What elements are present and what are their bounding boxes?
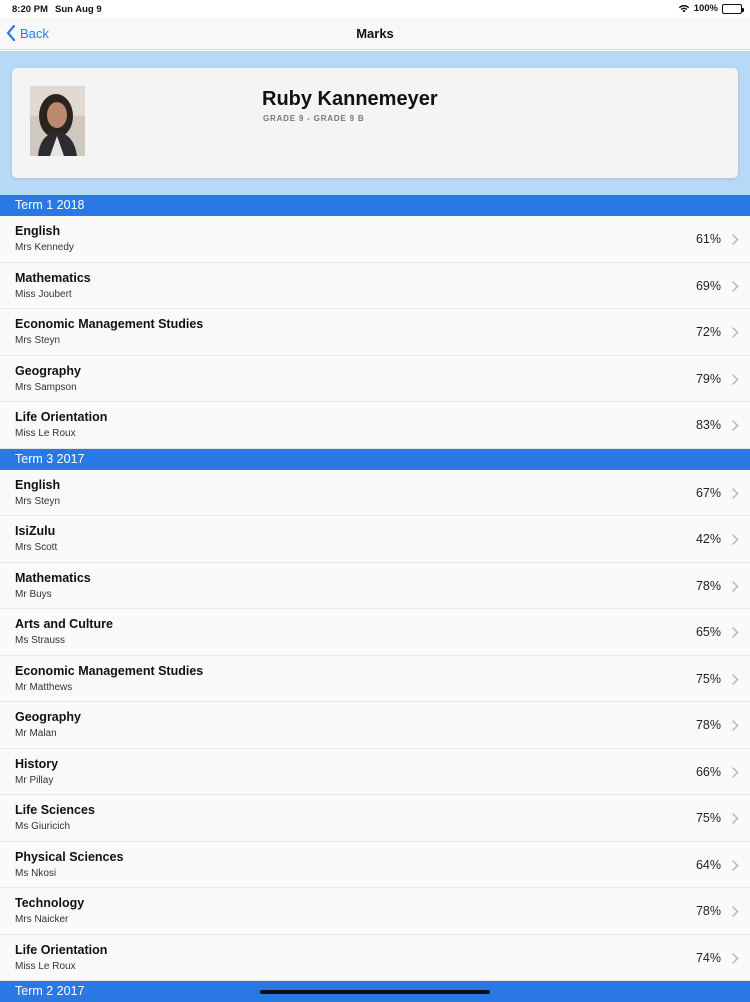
teacher-name: Mr Pillay: [15, 774, 54, 786]
section-header-term: Term 2 2017: [0, 981, 750, 1002]
subject-name: Geography: [15, 710, 81, 724]
page-title: Marks: [356, 26, 394, 41]
chevron-right-icon: [732, 720, 739, 731]
teacher-name: Mrs Steyn: [15, 495, 61, 507]
subject-name: Mathematics: [15, 270, 91, 285]
subject-mark: 79%: [695, 371, 721, 386]
subject-row[interactable]: [0, 888, 750, 935]
teacher-name: Miss Le Roux: [15, 960, 76, 972]
subject-name: Mathematics: [15, 570, 91, 585]
subject-name: History: [15, 756, 59, 771]
teacher-name: Mr Malan: [15, 728, 57, 739]
chevron-right-icon: [732, 627, 739, 638]
chevron-right-icon: [732, 281, 739, 292]
chevron-right-icon: [732, 327, 739, 338]
subject-mark: 65%: [695, 625, 721, 639]
subject-row[interactable]: [0, 563, 750, 610]
subject-row[interactable]: [0, 470, 750, 517]
chevron-right-icon: [732, 953, 739, 964]
subject-mark: 67%: [695, 485, 721, 500]
subject-name: English: [15, 224, 61, 238]
subject-mark: 69%: [695, 278, 721, 293]
status-bar: [0, 0, 750, 18]
teacher-name: Mr Matthews: [15, 681, 73, 693]
subject-row[interactable]: [0, 609, 750, 656]
subject-row[interactable]: [0, 309, 750, 356]
subject-mark: 75%: [695, 671, 721, 686]
chevron-right-icon: [732, 674, 739, 685]
subject-row[interactable]: [0, 263, 750, 310]
subject-row[interactable]: [0, 935, 750, 982]
subject-row[interactable]: [0, 516, 750, 563]
subject-mark: 61%: [695, 232, 721, 246]
subject-name: IsiZulu: [15, 524, 56, 538]
chevron-right-icon: [732, 374, 739, 385]
subject-row[interactable]: [0, 656, 750, 703]
avatar: [30, 86, 85, 156]
subject-row[interactable]: [0, 702, 750, 749]
teacher-name: Mrs Steyn: [15, 335, 61, 346]
subject-mark: 75%: [695, 811, 721, 825]
student-grade: GRADE 9 - GRADE 9 B: [263, 114, 365, 123]
back-label: Back: [20, 25, 49, 41]
student-name: Ruby Kannemeyer: [262, 88, 438, 110]
status-time: 8:20 PM: [12, 4, 48, 15]
subject-name: Physical Sciences: [15, 849, 124, 864]
teacher-name: Miss Le Roux: [15, 428, 76, 439]
subject-mark: 66%: [695, 764, 721, 779]
chevron-right-icon: [732, 534, 739, 545]
teacher-name: Mrs Kennedy: [15, 242, 74, 253]
navigation-bar: [0, 18, 750, 50]
section-header-term: Term 3 2017: [0, 449, 750, 470]
subject-name: Life Orientation: [15, 942, 108, 957]
chevron-right-icon: [732, 906, 739, 917]
subject-name: Arts and Culture: [15, 617, 113, 631]
subject-row[interactable]: [0, 842, 750, 889]
subject-row[interactable]: [0, 402, 750, 449]
wifi-icon: [678, 4, 690, 13]
home-indicator[interactable]: [260, 990, 490, 994]
subject-name: Geography: [15, 363, 81, 378]
teacher-name: Ms Nkosi: [15, 867, 57, 879]
teacher-name: Mr Buys: [15, 588, 52, 600]
battery-percent: 100%: [693, 3, 718, 14]
subject-name: Life Sciences: [15, 803, 95, 817]
chevron-right-icon: [732, 488, 739, 499]
subject-mark: 74%: [695, 950, 721, 965]
teacher-name: Mrs Scott: [15, 542, 58, 553]
chevron-right-icon: [732, 813, 739, 824]
battery-icon: [722, 4, 742, 14]
teacher-name: Ms Giuricich: [15, 821, 71, 832]
subject-name: Technology: [15, 896, 85, 910]
subject-row[interactable]: [0, 356, 750, 403]
subject-mark: 78%: [695, 904, 721, 918]
subject-mark: 78%: [695, 578, 721, 593]
student-photo: [30, 86, 85, 156]
subject-name: Economic Management Studies: [15, 317, 204, 331]
subject-name: English: [15, 477, 61, 492]
subject-name: Life Orientation: [15, 410, 108, 424]
chevron-right-icon: [732, 860, 739, 871]
chevron-right-icon: [732, 767, 739, 778]
subject-row[interactable]: [0, 749, 750, 796]
teacher-name: Mrs Naicker: [15, 914, 69, 925]
profile-header: [0, 51, 750, 195]
subject-mark: 78%: [695, 718, 721, 732]
subject-mark: 42%: [695, 532, 721, 546]
chevron-right-icon: [732, 234, 739, 245]
section-header-term: Term 1 2018: [0, 195, 750, 216]
teacher-name: Ms Strauss: [15, 635, 66, 646]
profile-card: [12, 68, 738, 178]
chevron-right-icon: [732, 581, 739, 592]
subject-name: Economic Management Studies: [15, 663, 204, 678]
teacher-name: Mrs Sampson: [15, 381, 77, 393]
chevron-right-icon: [732, 420, 739, 431]
subject-mark: 72%: [695, 325, 721, 339]
marks-list: [0, 195, 750, 1002]
subject-mark: 64%: [695, 857, 721, 872]
subject-mark: 83%: [695, 418, 721, 432]
subject-row[interactable]: [0, 795, 750, 842]
teacher-name: Miss Joubert: [15, 288, 72, 300]
status-date: Sun Aug 9: [55, 4, 102, 15]
status-right: [678, 3, 742, 14]
subject-row[interactable]: [0, 216, 750, 263]
